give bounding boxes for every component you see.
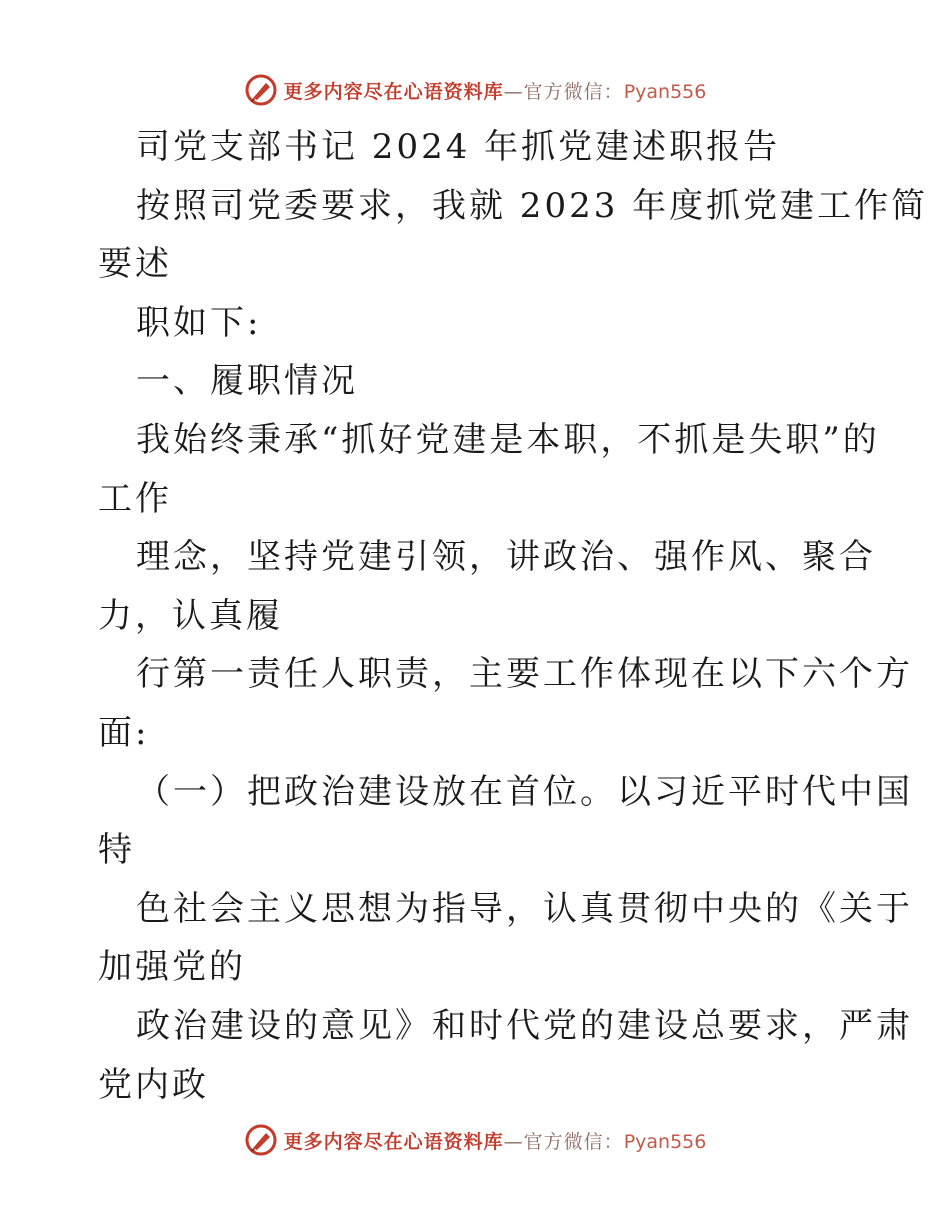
pen-logo-icon: [244, 1123, 278, 1157]
document-line: 职如下:: [136, 302, 262, 343]
document-line: （一）把政治建设放在首位。以习近平时代中国: [136, 771, 913, 812]
document-line: 一、履职情况: [136, 361, 358, 402]
document-line: 行第一责任人职责，主要工作体现在以下六个方: [136, 654, 913, 695]
document-line: 色社会主义思想为指导，认真贯彻中央的《关于: [136, 888, 913, 929]
watermark-contact-label: 官方微信：: [523, 80, 624, 103]
document-line: 政治建设的意见》和时代党的建设总要求，严肃: [136, 1005, 913, 1046]
document-line: 党内政: [98, 1064, 209, 1105]
document-body: [98, 118, 929, 1114]
document-line: 特: [98, 830, 135, 871]
watermark-contact-id: Pyan556: [623, 1130, 707, 1153]
watermark-contact-id: Pyan556: [623, 80, 707, 103]
watermark-separator: —: [503, 80, 524, 103]
watermark-contact-label: 官方微信：: [523, 1130, 624, 1153]
watermark-brand: 更多内容尽在心语资料库: [283, 80, 504, 103]
watermark-banner-bottom: [0, 1120, 950, 1160]
document-line: 按照司党委要求，我就 2023 年度抓党建工作简: [136, 185, 929, 226]
document-line: 理念，坚持党建引领，讲政治、强作风、聚合: [136, 537, 876, 578]
watermark-brand: 更多内容尽在心语资料库: [283, 1130, 504, 1153]
document-line: 力，认真履: [98, 595, 283, 636]
watermark-separator: —: [503, 1130, 524, 1153]
document-line: 我始终秉承“抓好党建是本职，不抓是失职”的: [136, 419, 880, 460]
document-line: 工作: [98, 478, 172, 519]
document-line: 面:: [98, 712, 150, 753]
document-line: 司党支部书记 2024 年抓党建述职报告: [136, 127, 781, 167]
watermark-banner-top: [0, 70, 950, 110]
document-line: 要述: [98, 244, 172, 285]
document-line: 加强党的: [98, 947, 246, 988]
pen-logo-icon: [244, 73, 278, 107]
